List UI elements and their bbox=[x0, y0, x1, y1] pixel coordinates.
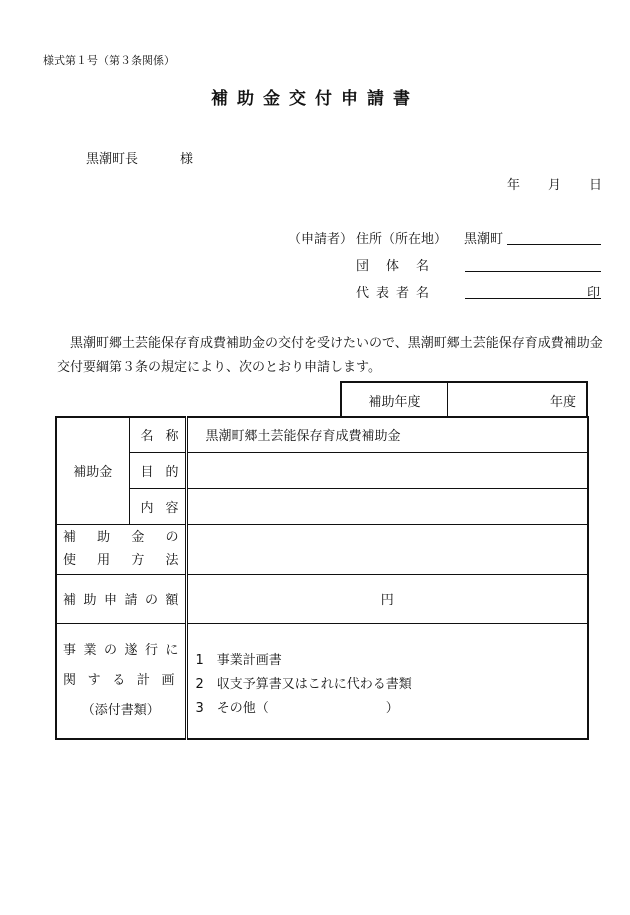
applicant-label: （申請者） bbox=[288, 232, 354, 247]
fiscal-year-value: 年度 bbox=[549, 394, 576, 410]
attachment-item: 3 その他（ ） bbox=[195, 700, 399, 716]
attachment-item: 2 収支予算書又はこれに代わる書類 bbox=[195, 676, 412, 692]
plan-label: 事 業 の 遂 行 に 関 す る 計 画 （添付書類） bbox=[56, 623, 186, 739]
representative-underline bbox=[465, 282, 601, 299]
date-month: 月 bbox=[548, 178, 562, 193]
name-label-cell: 名 称 bbox=[129, 417, 186, 452]
seal-mark: 印 bbox=[587, 286, 601, 301]
usage-method-value bbox=[186, 524, 588, 574]
representative-label: 代表者名 bbox=[356, 286, 437, 301]
amount-label: 補 助 申 請 の 額 bbox=[56, 574, 186, 623]
address-label: 住所（所在地） bbox=[356, 232, 448, 247]
content-label-cell: 内 容 bbox=[129, 488, 186, 524]
purpose-label-cell: 目 的 bbox=[129, 452, 186, 488]
group-name-label: 団体名 bbox=[356, 259, 447, 274]
date-year: 年 bbox=[507, 178, 521, 193]
attachments-cell bbox=[186, 623, 588, 739]
application-statement: 黒潮町郷土芸能保存育成費補助金の交付を受けたいので、黒潮町郷土芸能保存育成費補助金交付要綱第３条の規定により、次のとおり申請します。 bbox=[57, 336, 603, 375]
date-day: 日 bbox=[589, 178, 603, 193]
addressee-name: 黒潮町長 bbox=[86, 152, 139, 167]
subsidy-form-table bbox=[55, 416, 589, 740]
subsidy-group-label: 補助金 bbox=[56, 417, 129, 524]
subsidy-name-value: 黒潮町郷土芸能保存育成費補助金 bbox=[186, 417, 588, 452]
amount-unit: 円 bbox=[186, 574, 588, 623]
content-value bbox=[186, 488, 588, 524]
purpose-value bbox=[186, 452, 588, 488]
addressee-honorific: 様 bbox=[180, 152, 194, 167]
attachment-item: 1 事業計画書 bbox=[195, 652, 282, 668]
usage-method-label: 補 助 金 の 使 用 方 法 bbox=[56, 524, 186, 574]
form-number: 様式第１号（第３条関係） bbox=[43, 54, 175, 67]
fiscal-year-box bbox=[340, 381, 588, 417]
fiscal-year-label: 補助年度 bbox=[342, 383, 448, 417]
address-value: 黒潮町 bbox=[464, 232, 504, 247]
group-name-underline bbox=[465, 255, 601, 272]
address-underline bbox=[507, 228, 601, 245]
document-title: 補助金交付申請書 bbox=[211, 89, 419, 109]
